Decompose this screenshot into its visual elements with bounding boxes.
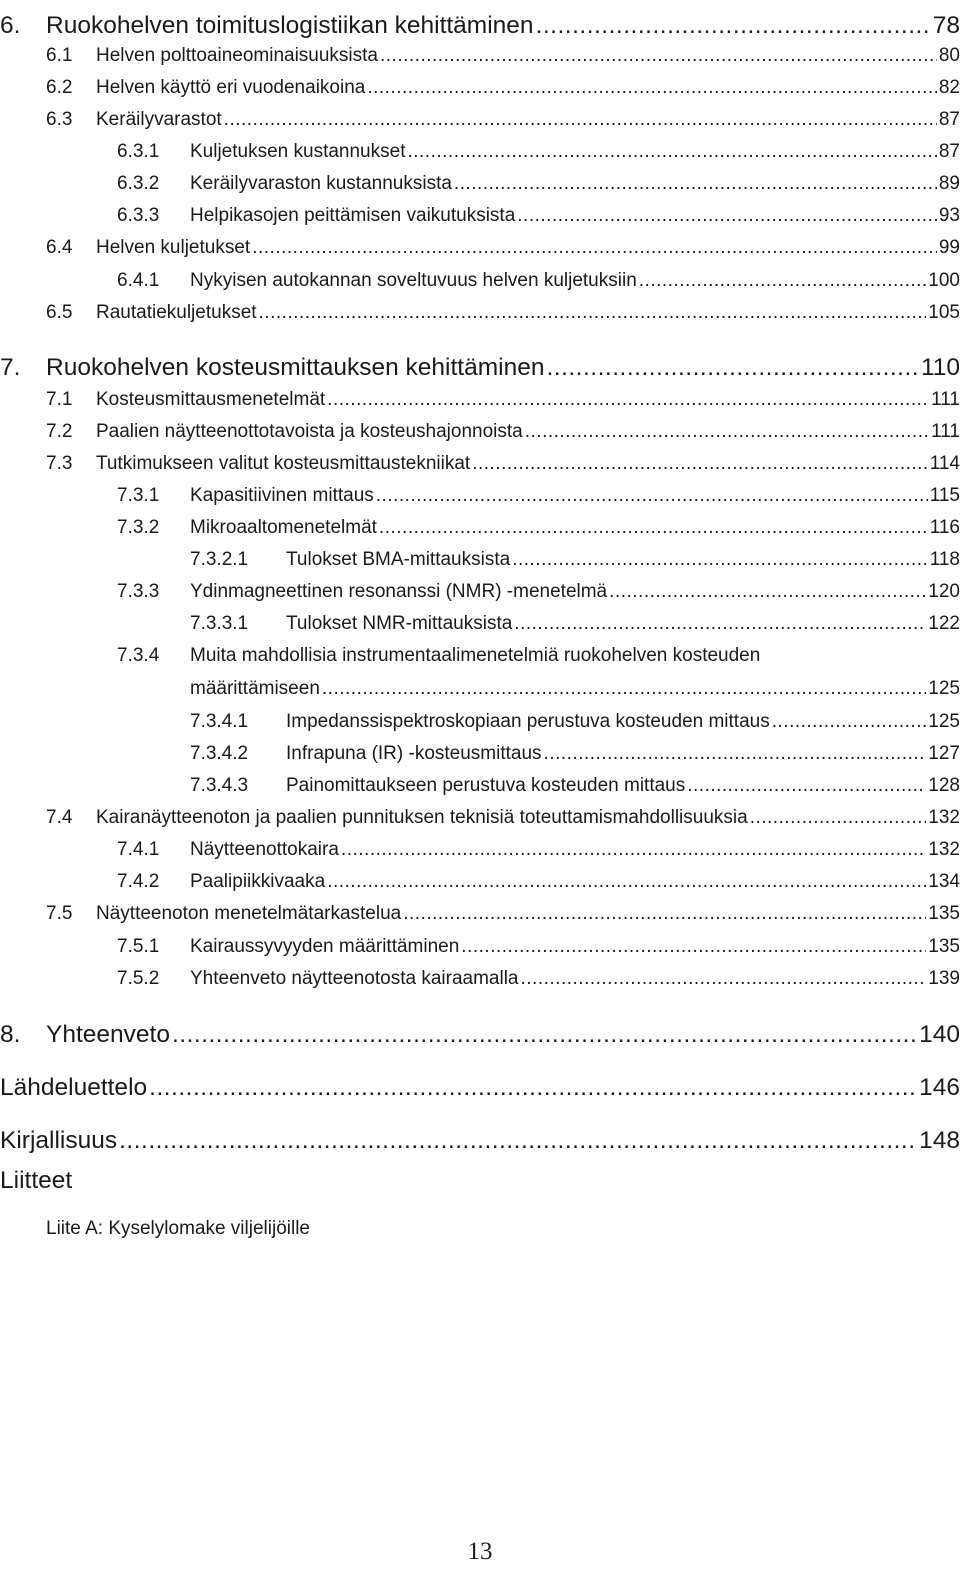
toc-dot-leader bbox=[252, 237, 937, 259]
toc-entry[interactable] bbox=[117, 968, 960, 990]
toc-dot-leader bbox=[772, 711, 927, 733]
toc-entry-number: 7.4 bbox=[46, 807, 73, 828]
toc-entry-number: 7.4.2 bbox=[117, 871, 160, 892]
toc-dot-leader bbox=[750, 807, 927, 829]
toc-entry-title: Nykyisen autokannan soveltuvuus helven kuljetuksiin bbox=[190, 270, 637, 291]
toc-entry[interactable] bbox=[46, 421, 960, 443]
toc-entry[interactable] bbox=[0, 1021, 960, 1049]
toc-entry-number: 7.3.3 bbox=[117, 581, 160, 602]
toc-entry-page: 87 bbox=[938, 141, 960, 162]
toc-entry[interactable] bbox=[46, 237, 960, 259]
appendices-heading: Liitteet bbox=[0, 1167, 73, 1194]
toc-entry[interactable] bbox=[117, 173, 960, 195]
toc-entry-page: 100 bbox=[928, 270, 960, 291]
toc-entry-title: Kosteusmittausmenetelmät bbox=[96, 389, 326, 410]
toc-entry[interactable] bbox=[46, 302, 960, 324]
toc-entry-page: 111 bbox=[931, 421, 960, 442]
toc-dot-leader bbox=[341, 839, 926, 861]
toc-entry-page: 89 bbox=[938, 173, 960, 194]
toc-entry-title: Muita mahdollisia instrumentaalimenetelmiä ruokohelven kosteuden bbox=[190, 645, 761, 666]
toc-entry[interactable] bbox=[46, 45, 960, 67]
toc-entry[interactable] bbox=[190, 711, 960, 733]
toc-entry-page: 135 bbox=[928, 903, 960, 924]
toc-entry-number: 6.2 bbox=[46, 77, 73, 98]
toc-entry[interactable] bbox=[117, 871, 960, 893]
toc-dot-leader bbox=[379, 517, 928, 539]
toc-entry-title: Ruokohelven toimituslogistiikan kehittäminen bbox=[46, 12, 534, 39]
toc-dot-leader bbox=[512, 549, 928, 571]
toc-entry-page: 114 bbox=[929, 453, 960, 474]
toc-dot-leader bbox=[380, 45, 937, 67]
toc-entry-title: Kapasitiivinen mittaus bbox=[190, 485, 374, 506]
toc-entry[interactable] bbox=[0, 12, 960, 40]
toc-entry[interactable] bbox=[117, 205, 960, 227]
toc-entry[interactable] bbox=[190, 549, 960, 571]
toc-entry-page: 135 bbox=[928, 936, 960, 957]
toc-entry-title: Helven käyttö eri vuodenaikoina bbox=[96, 77, 366, 98]
toc-entry-title-continued: määrittämiseen bbox=[190, 678, 320, 699]
toc-dot-leader bbox=[322, 678, 926, 700]
toc-dot-leader bbox=[517, 205, 937, 227]
toc-dot-leader bbox=[546, 354, 918, 382]
toc-dot-leader bbox=[403, 903, 926, 925]
toc-entry-title: Tutkimukseen valitut kosteusmittaustekniikat bbox=[96, 453, 471, 474]
toc-entry-title: Keräilyvarastot bbox=[96, 109, 222, 130]
toc-dot-leader bbox=[521, 968, 927, 990]
toc-entry-number: 7.2 bbox=[46, 421, 73, 442]
toc-entry-page: 87 bbox=[938, 109, 960, 130]
toc-entry-number: 6.3.3 bbox=[117, 205, 160, 226]
toc-entry-title: Yhteenveto näytteenotosta kairaamalla bbox=[190, 968, 519, 989]
toc-entry-title: Rautatiekuljetukset bbox=[96, 302, 257, 323]
toc-entry[interactable] bbox=[46, 903, 960, 925]
toc-entry-page: 80 bbox=[938, 45, 960, 66]
toc-entry-number: 7.3.4.1 bbox=[190, 711, 249, 732]
toc-dot-leader bbox=[407, 141, 936, 163]
toc-entry-title: Painomittaukseen perustuva kosteuden mittaus bbox=[286, 775, 686, 796]
toc-dot-leader bbox=[259, 302, 927, 324]
toc-entry[interactable] bbox=[117, 936, 960, 958]
toc-entry[interactable] bbox=[190, 743, 960, 765]
toc-entry[interactable] bbox=[190, 613, 960, 635]
toc-dot-leader bbox=[514, 613, 926, 635]
toc-entry[interactable] bbox=[0, 1074, 960, 1102]
toc-entry[interactable] bbox=[46, 77, 960, 99]
toc-entry[interactable] bbox=[117, 485, 960, 507]
toc-entry-number: 7.3.2 bbox=[117, 517, 160, 538]
toc-entry-title: Kuljetuksen kustannukset bbox=[190, 141, 406, 162]
toc-entry-continuation[interactable] bbox=[190, 678, 960, 700]
toc-entry-page: 115 bbox=[929, 485, 960, 506]
toc-entry-number: 6.3.1 bbox=[117, 141, 160, 162]
toc-entry[interactable] bbox=[117, 270, 960, 292]
toc-dot-leader bbox=[376, 485, 928, 507]
toc-dot-leader bbox=[119, 1127, 917, 1155]
toc-entry-title: Lähdeluettelo bbox=[0, 1074, 148, 1101]
toc-entry-number: 8. bbox=[0, 1021, 21, 1048]
toc-entry-page: 140 bbox=[919, 1021, 960, 1048]
toc-entry[interactable] bbox=[117, 141, 960, 163]
toc-dot-leader bbox=[172, 1021, 917, 1049]
toc-entry-title: Kairanäytteenoton ja paalien punnituksen teknisiä toteuttamismahdollisuuksia bbox=[96, 807, 748, 828]
toc-entry-page: 125 bbox=[928, 711, 960, 732]
toc-entry-number: 7.3.2.1 bbox=[190, 549, 249, 570]
toc-entry-page: 128 bbox=[928, 775, 960, 796]
toc-dot-leader bbox=[525, 421, 929, 443]
toc-dot-leader bbox=[454, 173, 937, 195]
toc-entry-page: 127 bbox=[928, 743, 960, 764]
toc-entry-page: 118 bbox=[929, 549, 960, 570]
toc-entry[interactable] bbox=[0, 1127, 960, 1155]
toc-entry-title: Kirjallisuus bbox=[0, 1127, 118, 1154]
toc-dot-leader bbox=[609, 581, 926, 603]
toc-entry-page: 82 bbox=[938, 77, 960, 98]
toc-entry-title: Ruokohelven kosteusmittauksen kehittäminen bbox=[46, 354, 545, 381]
toc-entry-page: 125 bbox=[928, 678, 960, 699]
toc-entry[interactable] bbox=[117, 645, 760, 667]
toc-entry-title: Helpikasojen peittämisen vaikutuksista bbox=[190, 205, 516, 226]
toc-entry-number: 6.1 bbox=[46, 45, 73, 66]
toc-entry-number: 7.4.1 bbox=[117, 839, 160, 860]
toc-entry-number: 7.3.3.1 bbox=[190, 613, 249, 634]
toc-entry-title: Helven kuljetukset bbox=[96, 237, 251, 258]
toc-dot-leader bbox=[461, 936, 926, 958]
toc-entry-page: 78 bbox=[932, 12, 960, 39]
toc-dot-leader bbox=[149, 1074, 917, 1102]
toc-entry-title: Keräilyvaraston kustannuksista bbox=[190, 173, 452, 194]
page-number: 13 bbox=[467, 1538, 493, 1565]
toc-entry-title: Mikroaaltomenetelmät bbox=[190, 517, 377, 538]
appendix-item: Liite A: Kyselylomake viljelijöille bbox=[46, 1218, 310, 1239]
toc-entry-number: 7.3.1 bbox=[117, 485, 160, 506]
toc-dot-leader bbox=[224, 109, 937, 131]
toc-entry-number: 7.3.4.3 bbox=[190, 775, 249, 796]
toc-entry-number: 7.5.1 bbox=[117, 936, 160, 957]
toc-entry-page: 93 bbox=[938, 205, 960, 226]
toc-entry-page: 120 bbox=[928, 581, 960, 602]
toc-dot-leader bbox=[327, 871, 926, 893]
toc-entry[interactable] bbox=[117, 839, 960, 861]
toc-entry-page: 110 bbox=[920, 354, 960, 381]
toc-entry-title: Paalipiikkivaaka bbox=[190, 871, 326, 892]
toc-entry-number: 6.3.2 bbox=[117, 173, 160, 194]
toc-dot-leader bbox=[544, 743, 927, 765]
toc-dot-leader bbox=[327, 389, 929, 411]
toc-entry-page: 116 bbox=[929, 517, 960, 538]
toc-entry-title: Helven polttoaineominaisuuksista bbox=[96, 45, 378, 66]
toc-entry-number: 6.3 bbox=[46, 109, 73, 130]
toc-dot-leader bbox=[639, 270, 927, 292]
toc-entry-page: 111 bbox=[931, 389, 960, 410]
toc-entry-number: 7.5 bbox=[46, 903, 73, 924]
toc-entry-page: 132 bbox=[928, 839, 960, 860]
toc-entry-number: 7.5.2 bbox=[117, 968, 160, 989]
toc-entry-page: 122 bbox=[928, 613, 960, 634]
toc-entry-page: 148 bbox=[919, 1127, 960, 1154]
toc-entry-title: Impedanssispektroskopiaan perustuva kosteuden mittaus bbox=[286, 711, 770, 732]
toc-entry-number: 6. bbox=[0, 12, 21, 39]
toc-dot-leader bbox=[536, 12, 931, 40]
toc-entry-title: Paalien näytteenottotavoista ja kosteushajonnoista bbox=[96, 421, 523, 442]
toc-entry-number: 6.5 bbox=[46, 302, 73, 323]
toc-entry-number: 7.3 bbox=[46, 453, 73, 474]
toc-entry-page: 99 bbox=[938, 237, 960, 258]
toc-dot-leader bbox=[472, 453, 928, 475]
toc-entry[interactable] bbox=[46, 807, 960, 829]
toc-entry-title: Infrapuna (IR) -kosteusmittaus bbox=[286, 743, 542, 764]
toc-entry-number: 7.1 bbox=[46, 389, 73, 410]
toc-entry[interactable] bbox=[0, 354, 960, 382]
toc-entry-page: 139 bbox=[928, 968, 960, 989]
toc-entry-title: Yhteenveto bbox=[46, 1021, 170, 1048]
toc-entry-title: Tulokset BMA-mittauksista bbox=[286, 549, 511, 570]
toc-entry-number: 7.3.4 bbox=[117, 645, 160, 666]
toc-entry-title: Näytteenoton menetelmätarkastelua bbox=[96, 903, 402, 924]
toc-dot-leader bbox=[687, 775, 926, 797]
toc-entry-title: Kairaussyvyyden määrittäminen bbox=[190, 936, 460, 957]
toc-entry[interactable] bbox=[190, 775, 960, 797]
toc-entry-number: 7.3.4.2 bbox=[190, 743, 249, 764]
toc-entry-title: Näytteenottokaira bbox=[190, 839, 339, 860]
toc-entry-page: 146 bbox=[919, 1074, 960, 1101]
toc-entry-number: 7. bbox=[0, 354, 21, 381]
toc-entry[interactable] bbox=[46, 453, 960, 475]
toc-entry-page: 105 bbox=[928, 302, 960, 323]
toc-entry-number: 6.4 bbox=[46, 237, 73, 258]
toc-entry-number: 6.4.1 bbox=[117, 270, 160, 291]
toc-entry-title: Tulokset NMR-mittauksista bbox=[286, 613, 513, 634]
toc-entry[interactable] bbox=[117, 581, 960, 603]
toc-entry-page: 134 bbox=[928, 871, 960, 892]
toc-entry-page: 132 bbox=[928, 807, 960, 828]
toc-dot-leader bbox=[367, 77, 937, 99]
toc-entry[interactable] bbox=[117, 517, 960, 539]
toc-entry-title: Ydinmagneettinen resonanssi (NMR) -menetelmä bbox=[190, 581, 608, 602]
toc-entry[interactable] bbox=[46, 109, 960, 131]
toc-entry[interactable] bbox=[46, 389, 960, 411]
